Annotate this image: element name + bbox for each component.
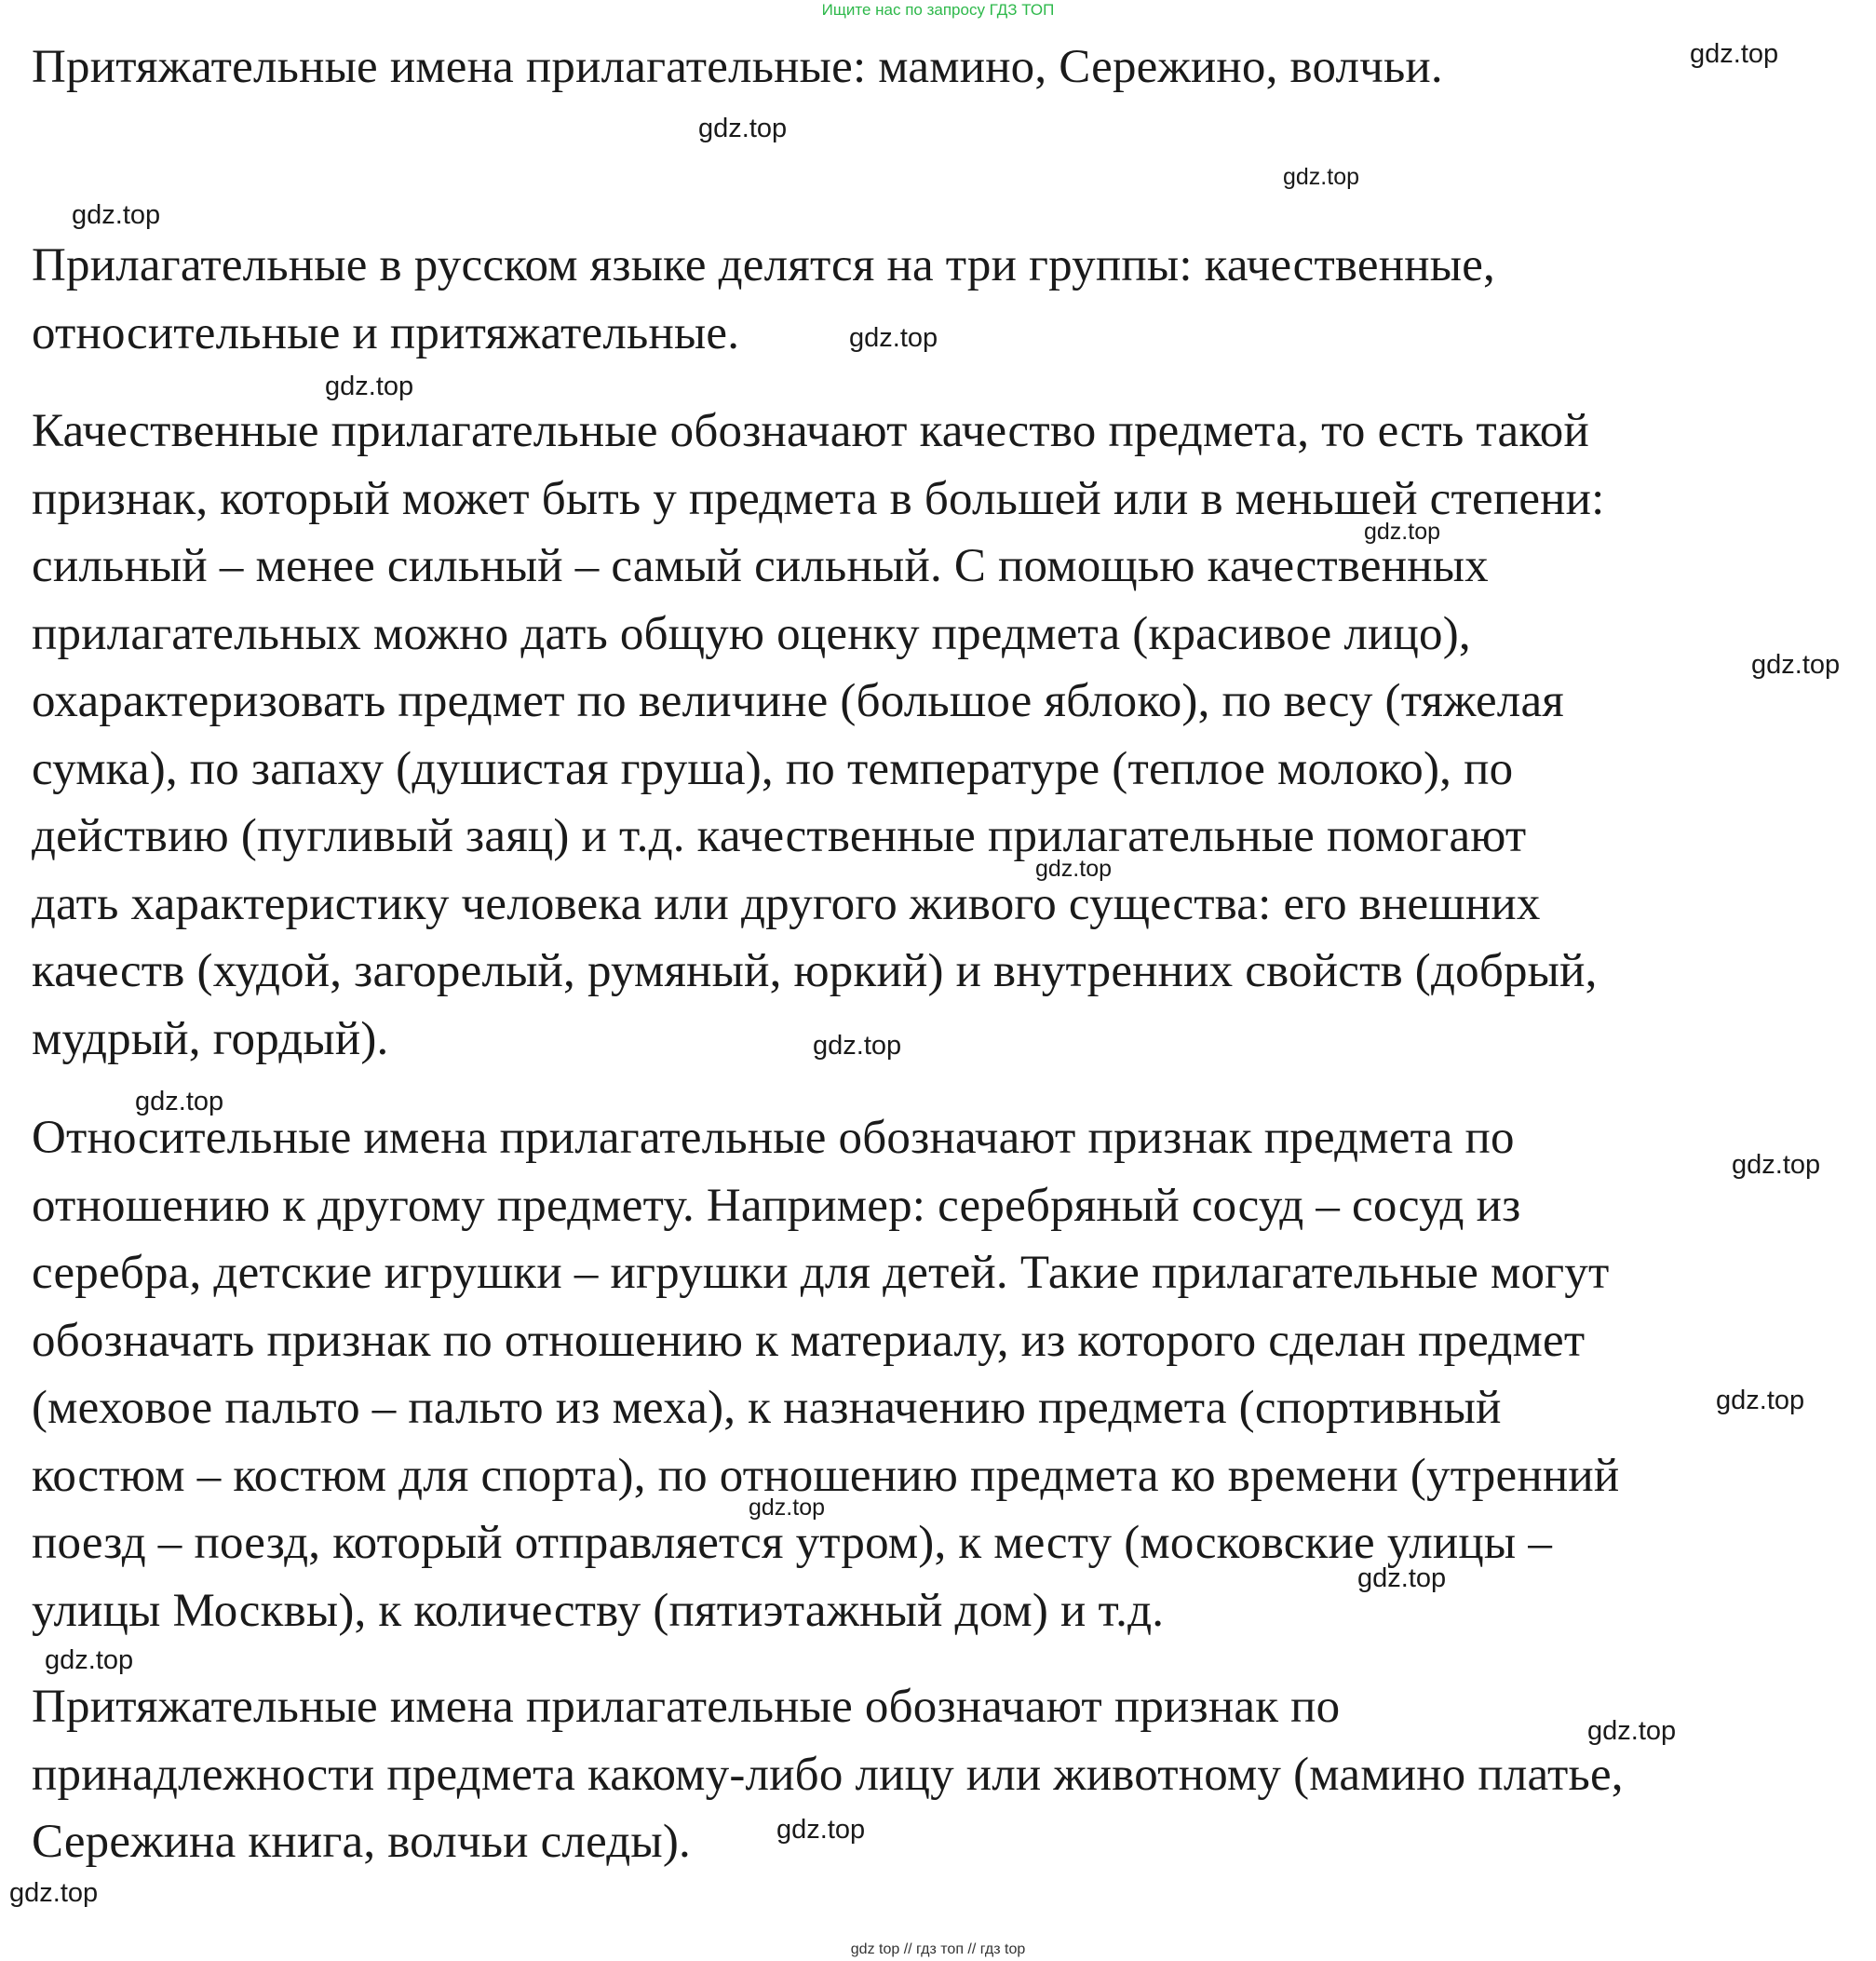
paragraph-qualitative — [32, 398, 1605, 1073]
text-line: охарактеризовать предмет по величине (большое яблоко), по весу (тяжелая — [32, 675, 1564, 727]
text-line: костюм – костюм для спорта), по отношению предмета ко времени (утренний — [32, 1449, 1620, 1502]
watermark: gdz.top — [1587, 1716, 1677, 1746]
paragraph-possessive-examples — [32, 34, 1443, 101]
watermark: gdz.top — [72, 200, 161, 230]
watermark: gdz.top — [1751, 650, 1841, 680]
paragraph-three-groups — [32, 232, 1495, 367]
text-line: отношению к другому предмету. Например: серебряный сосуд – сосуд из — [32, 1179, 1521, 1232]
text-line: (меховое пальто – пальто из меха), к назначению предмета (спортивный — [32, 1382, 1502, 1434]
watermark: gdz.top — [813, 1031, 902, 1061]
watermark: gdz.top — [776, 1815, 866, 1845]
text-line: Прилагательные в русском языке делятся на три группы: качественные, — [32, 239, 1495, 291]
watermark: gdz.top — [135, 1087, 224, 1116]
watermark: gdz.top — [698, 114, 788, 143]
text-line: прилагательных можно дать общую оценку предмета (красивое лицо), — [32, 607, 1471, 660]
watermark: gdz.top — [325, 372, 414, 401]
top-banner: Ищите нас по запросу ГДЗ ТОП — [821, 1, 1055, 19]
watermark: gdz.top — [1716, 1386, 1805, 1415]
text-line: относительные и притяжательные. — [32, 306, 740, 359]
text-line: улицы Москвы), к количеству (пятиэтажный дом) и т.д. — [32, 1584, 1165, 1637]
footer: gdz top // гдз топ // гдз top — [850, 1941, 1026, 1957]
text-line: обозначать признак по отношению к материалу, из которого сделан предмет — [32, 1314, 1586, 1367]
watermark: gdz.top — [1283, 164, 1360, 190]
watermark: gdz.top — [1690, 39, 1779, 69]
watermark: gdz.top — [1357, 1563, 1447, 1593]
text-line: дать характеристику человека или другого живого существа: его внешних — [32, 877, 1541, 930]
text-line: сильный – менее сильный – самый сильный. С помощью качественных — [32, 540, 1489, 592]
watermark: gdz.top — [849, 323, 938, 353]
text-line: мудрый, гордый). — [32, 1012, 389, 1065]
watermark: gdz.top — [45, 1645, 134, 1675]
text-line: серебра, детские игрушки – игрушки для детей. Такие прилагательные могут — [32, 1247, 1610, 1299]
paragraph-possessive — [32, 1673, 1624, 1876]
text-line: качеств (худой, загорелый, румяный, юркий) и внутренних свойств (добрый, — [32, 945, 1598, 997]
text-line: Сережина книга, волчьи следы). — [32, 1816, 691, 1868]
text-line: Относительные имена прилагательные обозначают признак предмета по — [32, 1112, 1515, 1164]
watermark: gdz.top — [1732, 1150, 1821, 1180]
text-line: действию (пугливый заяц) и т.д. качественные прилагательные помогают — [32, 810, 1527, 862]
text-line: сумка), по запаху (душистая груша), по температуре (теплое молоко), по — [32, 742, 1514, 795]
text-line: Притяжательные имена прилагательные: мамино, Сережино, волчьи. — [32, 41, 1443, 93]
text-line: поезд – поезд, который отправляется утром), к месту (московские улицы – — [32, 1517, 1553, 1569]
watermark: gdz.top — [1364, 519, 1441, 545]
text-line: принадлежности предмета какому-либо лицу или животному (мамино платье, — [32, 1748, 1624, 1801]
watermark: gdz.top — [1035, 856, 1113, 882]
watermark: gdz.top — [9, 1878, 99, 1908]
text-line: признак, который может быть у предмета в большей или в меньшей степени: — [32, 472, 1605, 525]
text-line: Качественные прилагательные обозначают качество предмета, то есть такой — [32, 405, 1589, 457]
watermark: gdz.top — [749, 1494, 826, 1521]
text-line: Притяжательные имена прилагательные обозначают признак по — [32, 1681, 1341, 1733]
